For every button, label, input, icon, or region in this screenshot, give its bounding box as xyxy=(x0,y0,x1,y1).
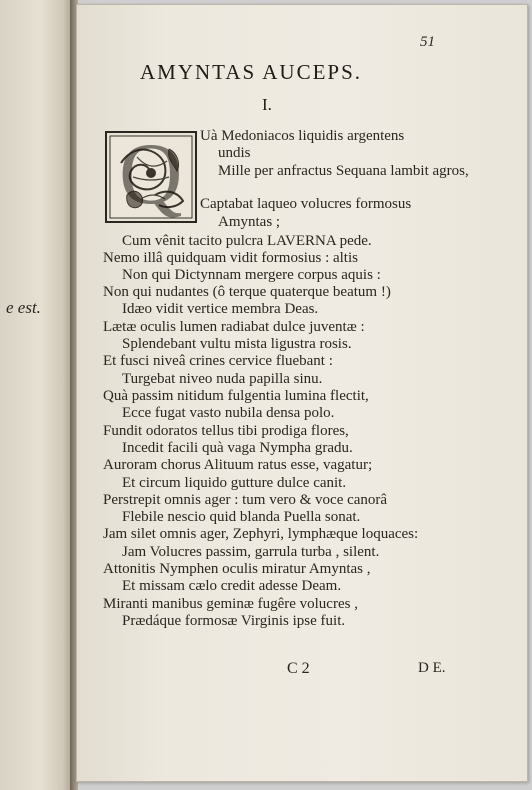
verse-line: Auroram chorus Alituum ratus esse, vagatur; xyxy=(103,457,373,473)
section-number: I. xyxy=(262,95,272,114)
initial-letter: Q xyxy=(119,126,183,223)
verse-line: Amyntas ; xyxy=(218,214,281,230)
verse-line: Attonitis Nymphen oculis miratur Amyntas , xyxy=(103,561,371,577)
verse-line: Et fusci niveâ crines cervice fluebant : xyxy=(103,353,333,369)
verse-line: Uà Medoniacos liquidis argentens xyxy=(200,128,405,144)
verse-line: Perstrepit omnis ager : tum vero & voce canorâ xyxy=(103,492,388,508)
verse-line: Nemo illâ quidquam vidit formosius : altis xyxy=(103,250,358,266)
verse-line: Captabat laqueo volucres formosus xyxy=(200,196,412,212)
verse-line: Non qui nudantes (ô terque quaterque beatum !) xyxy=(103,284,391,300)
verse-line: Idæo vidit vertice membra Deas. xyxy=(122,301,319,317)
verse-line: Et circum liquido gutture dulce canit. xyxy=(122,475,347,491)
poem-title: AMYNTAS AUCEPS. xyxy=(140,60,363,84)
verse-line: Turgebat niveo nuda papilla sinu. xyxy=(122,371,323,387)
verse-line: Non qui Dictynnam mergere corpus aquis : xyxy=(122,267,381,283)
verse-line: Flebile nescio quid blanda Puella sonat. xyxy=(122,509,361,525)
page-number: 51 xyxy=(420,34,435,50)
verse-line: undis xyxy=(218,145,251,161)
verse-line: Incedit facili quà vaga Nympha gradu. xyxy=(122,440,353,456)
left-page xyxy=(0,0,75,790)
verse-line: Jam Volucres passim, garrula turba , silent. xyxy=(122,544,380,560)
verse-line: Mille per anfractus Sequana lambit agros, xyxy=(218,163,469,179)
verse-line: Et missam cælo credit adesse Deam. xyxy=(122,578,342,594)
decorated-initial-q xyxy=(105,126,197,223)
catchword: D E. xyxy=(418,660,446,676)
verse-line: Prædáque formosæ Virginis ipse fuit. xyxy=(122,613,346,629)
verse-line: Miranti manibus geminæ fugêre volucres , xyxy=(103,596,358,612)
verse-line: Cum vênit tacito pulcra LAVERNA pede. xyxy=(122,233,372,249)
verse-line: Quà passim nitidum fulgentia lumina flectit, xyxy=(103,388,369,404)
verse-line: Ecce fugat vasto nubila densa polo. xyxy=(122,405,335,421)
verse-line: Lætæ oculis lumen radiabat dulce juventæ : xyxy=(103,319,365,335)
verse-line: Jam silet omnis ager, Zephyri, lymphæque loquaces: xyxy=(103,526,419,542)
signature-mark: C 2 xyxy=(287,660,310,677)
verse-line: Splendebant vultu mista ligustra rosis. xyxy=(122,336,352,352)
left-page-fragment: e est. xyxy=(6,298,41,317)
verse-line: Fundit odoratos tellus tibi prodiga flores, xyxy=(103,423,349,439)
